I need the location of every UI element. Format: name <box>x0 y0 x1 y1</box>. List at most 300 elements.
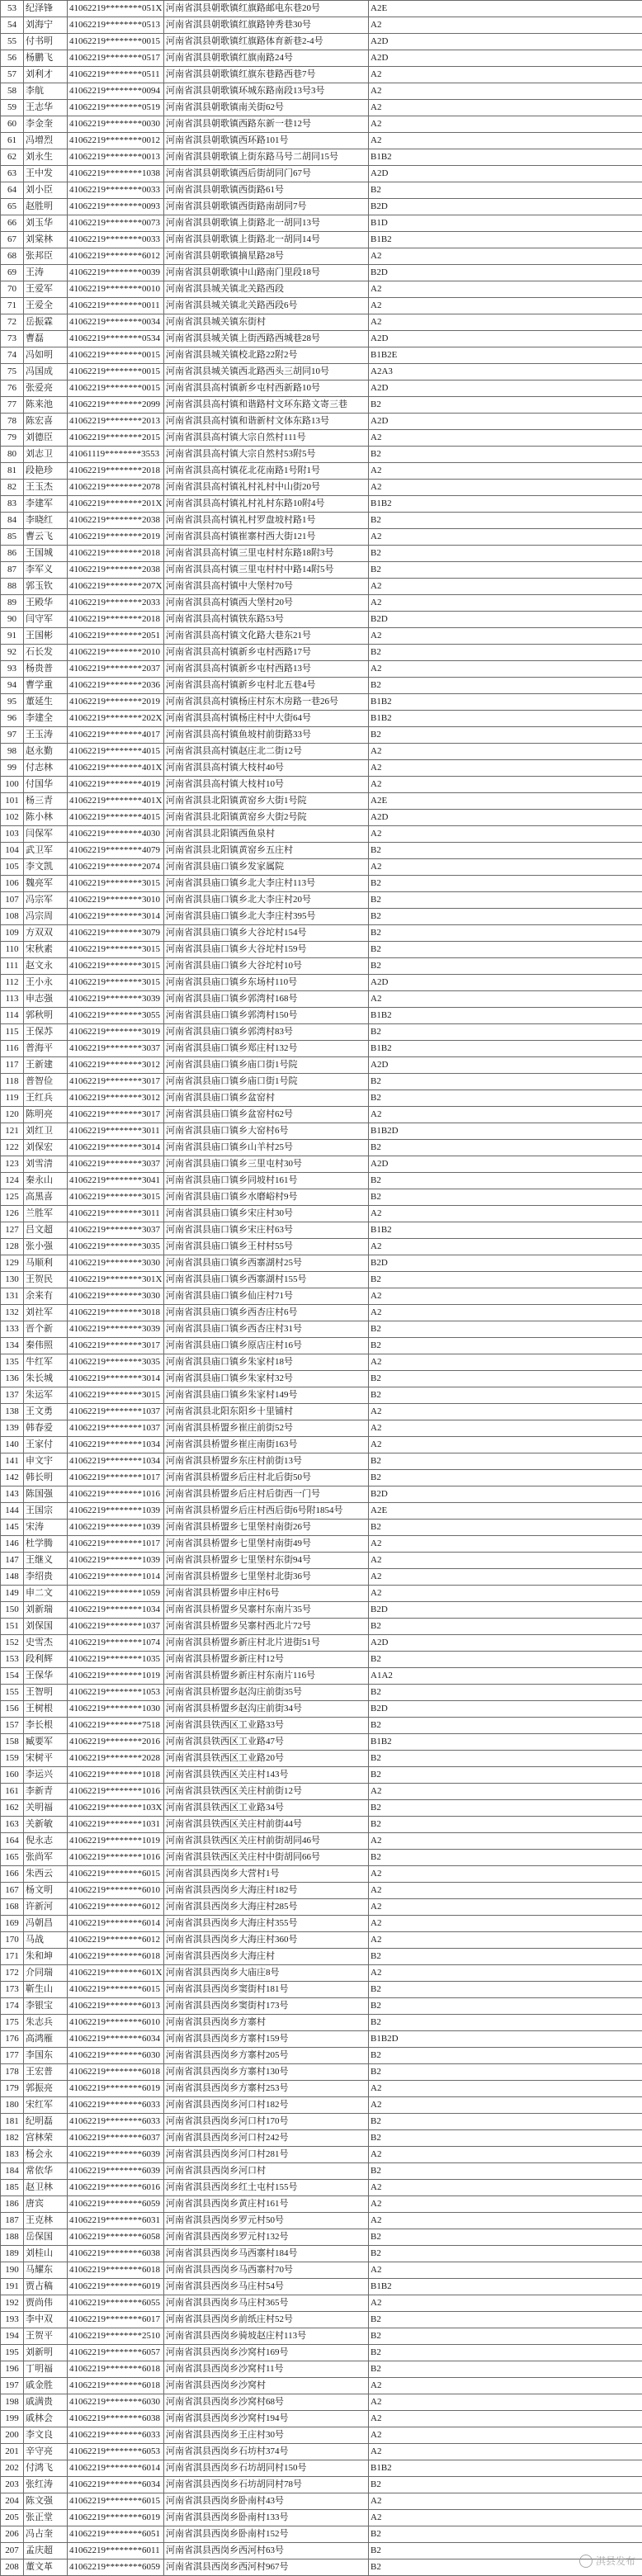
person-name: 郭玉钦 <box>24 579 68 595</box>
table-row <box>1 1487 642 1503</box>
row-number: 118 <box>1 1074 24 1090</box>
id-number: 41062219********3018 <box>68 1305 164 1321</box>
id-number: 41062219********0033 <box>68 182 164 199</box>
table-row <box>1 2213 642 2229</box>
row-number: 110 <box>1 942 24 958</box>
table-row <box>1 2295 642 2312</box>
table-row <box>1 678 642 694</box>
id-number: 41062219********0039 <box>68 265 164 281</box>
license-class: A2 <box>369 529 642 546</box>
address: 河南省淇县西岗乡沙窝村194号 <box>164 2411 369 2427</box>
id-number: 41062219********3015 <box>68 942 164 958</box>
table-row <box>1 1850 642 1866</box>
id-number: 41062219********1034 <box>68 1453 164 1470</box>
person-name: 晋个新 <box>24 1321 68 1338</box>
license-class: A2 <box>369 2081 642 2097</box>
table-row <box>1 1404 642 1420</box>
license-class: A2 <box>369 100 642 116</box>
row-number: 144 <box>1 1503 24 1520</box>
id-number: 41062219********6039 <box>68 2147 164 2163</box>
id-number: 41062219********1035 <box>68 1652 164 1668</box>
row-number: 103 <box>1 826 24 843</box>
id-number: 41062219********4015 <box>68 744 164 760</box>
row-number: 63 <box>1 166 24 182</box>
license-class: B2 <box>369 447 642 463</box>
row-number: 171 <box>1 1949 24 1965</box>
row-number: 97 <box>1 727 24 744</box>
row-number: 197 <box>1 2378 24 2394</box>
address: 河南省淇县西岗乡河口村 <box>164 2163 369 2180</box>
table-row <box>1 1387 642 1404</box>
address: 河南省淇县西岗乡方寨村253号 <box>164 2081 369 2097</box>
id-number: 41062219********6019 <box>68 2510 164 2526</box>
id-number: 41062219********6034 <box>68 2477 164 2493</box>
person-name: 闫守军 <box>24 612 68 628</box>
id-number: 41062219********6039 <box>68 2163 164 2180</box>
id-number: 41062219********3015 <box>68 1189 164 1206</box>
table-row <box>1 1602 642 1619</box>
license-class: B1B2 <box>369 149 642 166</box>
id-number: 41062219********3015 <box>68 876 164 892</box>
address: 河南省淇县桥盟乡后庄村后街西一门号 <box>164 1487 369 1503</box>
table-row <box>1 1288 642 1305</box>
address: 河南省淇县朝歌镇红旗路体育新巷2-4号 <box>164 34 369 50</box>
table-row <box>1 2543 642 2559</box>
address: 河南省淇县高村镇鱼坡村前街路33号 <box>164 727 369 744</box>
license-class: B1B2E <box>369 347 642 364</box>
row-number: 60 <box>1 116 24 133</box>
person-name: 魏亮军 <box>24 876 68 892</box>
person-name: 冯占奎 <box>24 2526 68 2543</box>
license-class: B1B2 <box>369 694 642 711</box>
license-class: A2 <box>369 2213 642 2229</box>
person-name: 宫林荣 <box>24 2130 68 2147</box>
row-number: 163 <box>1 1817 24 1833</box>
table-row <box>1 2130 642 2147</box>
person-name: 纪泽锋 <box>24 1 68 17</box>
license-class: A2 <box>369 2097 642 2114</box>
id-number: 41062219********2037 <box>68 661 164 678</box>
license-class: B2 <box>369 1817 642 1833</box>
person-name: 宋树平 <box>24 1751 68 1767</box>
id-number: 41062219********2033 <box>68 595 164 612</box>
person-name: 王贺平 <box>24 2328 68 2345</box>
person-name: 申文宇 <box>24 1453 68 1470</box>
license-class: B2 <box>369 1751 642 1767</box>
address: 河南省淇县西岗乡骑坡赵庄村113号 <box>164 2328 369 2345</box>
person-name: 王继义 <box>24 1553 68 1569</box>
row-number: 123 <box>1 1156 24 1173</box>
row-number: 108 <box>1 909 24 925</box>
address: 河南省淇县庙口镇乡山羊村25号 <box>164 1140 369 1156</box>
license-class: B2 <box>369 678 642 694</box>
license-class: B2 <box>369 1652 642 1668</box>
row-number: 121 <box>1 1123 24 1140</box>
row-number: 140 <box>1 1437 24 1453</box>
person-name: 刘桂山 <box>24 2246 68 2262</box>
id-number: 41062219********0011 <box>68 298 164 314</box>
person-name: 冯国成 <box>24 364 68 380</box>
address: 河南省淇县桥盟乡七里堡村北街36号 <box>164 1569 369 1586</box>
license-class: B2 <box>369 2130 642 2147</box>
person-name: 张正堂 <box>24 2510 68 2526</box>
license-class: B2 <box>369 1800 642 1817</box>
table-row <box>1 694 642 711</box>
address: 河南省淇县高村镇西大堡村20号 <box>164 595 369 612</box>
license-class: B2 <box>369 2246 642 2262</box>
license-class: A2 <box>369 2444 642 2460</box>
license-class: A2 <box>369 133 642 149</box>
person-name: 刘雪清 <box>24 1156 68 1173</box>
table-row <box>1 1982 642 1998</box>
license-class: B2 <box>369 645 642 661</box>
address: 河南省淇县朝歌镇上街东路马号二胡同15号 <box>164 149 369 166</box>
person-name: 秦伟照 <box>24 1338 68 1354</box>
address: 河南省淇县高村镇中大堡村70号 <box>164 579 369 595</box>
row-number: 189 <box>1 2246 24 2262</box>
id-number: 41062219********1031 <box>68 1817 164 1833</box>
id-number: 41062219********3037 <box>68 1156 164 1173</box>
id-number: 41062219********3055 <box>68 1008 164 1024</box>
person-name: 李绍贵 <box>24 1569 68 1586</box>
row-number: 193 <box>1 2312 24 2328</box>
table-row <box>1 2114 642 2130</box>
address: 河南省淇县西岗乡方寨村 <box>164 2015 369 2031</box>
person-name: 马战 <box>24 1932 68 1949</box>
row-number: 177 <box>1 2048 24 2064</box>
table-row <box>1 711 642 727</box>
table-row <box>1 199 642 215</box>
table-row <box>1 975 642 991</box>
id-number: 41062219********1037 <box>68 1404 164 1420</box>
license-class: A2A3 <box>369 364 642 380</box>
id-number: 41062219********1039 <box>68 1520 164 1536</box>
license-class: B1B2 <box>369 1734 642 1751</box>
license-class: A2 <box>369 248 642 265</box>
license-class: B2 <box>369 1387 642 1404</box>
address: 河南省淇县高村镇新乡屯村西路13号 <box>164 661 369 678</box>
row-number: 124 <box>1 1173 24 1189</box>
row-number: 92 <box>1 645 24 661</box>
table-row <box>1 579 642 595</box>
row-number: 112 <box>1 975 24 991</box>
id-number: 41062219********6017 <box>68 2312 164 2328</box>
table-row <box>1 2510 642 2526</box>
row-number: 81 <box>1 463 24 480</box>
id-number: 41062219********601X <box>68 1965 164 1982</box>
license-class: A2 <box>369 1305 642 1321</box>
row-number: 187 <box>1 2213 24 2229</box>
table-row <box>1 1173 642 1189</box>
person-name: 刘保国 <box>24 1619 68 1635</box>
address: 河南省淇县高村镇三里屯村村中路14附5号 <box>164 562 369 579</box>
person-name: 纪明磊 <box>24 2114 68 2130</box>
table-row <box>1 826 642 843</box>
person-name: 马耀东 <box>24 2262 68 2279</box>
id-number: 41062219********2013 <box>68 414 164 430</box>
table-row <box>1 2345 642 2361</box>
id-number: 41062219********3012 <box>68 1057 164 1074</box>
address: 河南省淇县朝歌镇上街路北一胡同13号 <box>164 215 369 232</box>
table-row <box>1 1272 642 1288</box>
table-row <box>1 2394 642 2411</box>
license-class: A2 <box>369 1899 642 1916</box>
id-number: 41062219********3030 <box>68 1288 164 1305</box>
id-number: 41062219********3014 <box>68 1140 164 1156</box>
license-class: B2D <box>369 199 642 215</box>
id-number: 41062219********3030 <box>68 1255 164 1272</box>
license-class: B2D <box>369 1255 642 1272</box>
person-name: 董延生 <box>24 694 68 711</box>
person-name: 牛红军 <box>24 1354 68 1371</box>
row-number: 89 <box>1 595 24 612</box>
person-name: 申志强 <box>24 991 68 1008</box>
table-row <box>1 1222 642 1239</box>
id-number: 41062219********0015 <box>68 380 164 397</box>
address: 河南省淇县铁西区关庄村143号 <box>164 1767 369 1784</box>
address: 河南省淇县庙口镇乡原店庄村16号 <box>164 1338 369 1354</box>
address: 河南省淇县西岗乡西河村967号 <box>164 2559 369 2576</box>
license-class: A2 <box>369 1206 642 1222</box>
row-number: 94 <box>1 678 24 694</box>
id-number: 41062219********2038 <box>68 562 164 579</box>
id-number: 41061119********3553 <box>68 447 164 463</box>
license-class: B2 <box>369 892 642 909</box>
id-number: 41062219********0534 <box>68 331 164 347</box>
person-name: 刘红卫 <box>24 1123 68 1140</box>
row-number: 72 <box>1 314 24 331</box>
address: 河南省淇县城关镇东街村 <box>164 314 369 331</box>
person-name: 付志林 <box>24 760 68 777</box>
license-class: A2 <box>369 2378 642 2394</box>
table-row <box>1 414 642 430</box>
table-row <box>1 2064 642 2081</box>
address: 河南省淇县庙口镇乡西杏庄村6号 <box>164 1305 369 1321</box>
row-number: 56 <box>1 50 24 67</box>
person-name: 付书明 <box>24 34 68 50</box>
row-number: 160 <box>1 1767 24 1784</box>
id-number: 41062219********3010 <box>68 892 164 909</box>
row-number: 139 <box>1 1420 24 1437</box>
address: 河南省淇县高村镇礼村礼村东路10附4号 <box>164 496 369 513</box>
license-class: B2 <box>369 513 642 529</box>
person-name: 朱志兵 <box>24 2015 68 2031</box>
person-name: 刘志卫 <box>24 447 68 463</box>
address: 河南省淇县庙口镇乡宋庄村63号 <box>164 1222 369 1239</box>
row-number: 122 <box>1 1140 24 1156</box>
row-number: 66 <box>1 215 24 232</box>
id-number: 41062219********0517 <box>68 50 164 67</box>
person-name: 臧要军 <box>24 1734 68 1751</box>
table-row <box>1 612 642 628</box>
table-row <box>1 1470 642 1487</box>
id-number: 41062219********3017 <box>68 1074 164 1090</box>
address: 河南省淇县庙口镇乡庙口街1号院 <box>164 1074 369 1090</box>
license-class: A2 <box>369 2427 642 2444</box>
person-name: 闫保军 <box>24 826 68 843</box>
id-number: 41062219********6055 <box>68 2295 164 2312</box>
license-class: A2 <box>369 1784 642 1800</box>
license-class: B1B2D <box>369 2031 642 2048</box>
id-number: 41062219********0093 <box>68 199 164 215</box>
address: 河南省淇县西岗乡马西寨村184号 <box>164 2246 369 2262</box>
row-number: 88 <box>1 579 24 595</box>
license-class: A2E <box>369 1503 642 1520</box>
id-number: 41062219********1053 <box>68 1685 164 1701</box>
address: 河南省淇县庙口镇乡庙口街1号院 <box>164 1057 369 1074</box>
address: 河南省淇县庙口镇乡郭湾村150号 <box>164 1008 369 1024</box>
table-row <box>1 2279 642 2295</box>
table-row <box>1 1965 642 1982</box>
person-name: 王中发 <box>24 166 68 182</box>
license-class: A2D <box>369 1635 642 1652</box>
id-number: 41062219********6011 <box>68 2543 164 2559</box>
id-number: 41062219********6038 <box>68 2411 164 2427</box>
license-class: B2 <box>369 1173 642 1189</box>
id-number: 41062219********6059 <box>68 2559 164 2576</box>
person-name: 曹磊 <box>24 331 68 347</box>
address: 河南省淇县铁西区工业路47号 <box>164 1734 369 1751</box>
id-number: 41062219********7518 <box>68 1718 164 1734</box>
table-row <box>1 958 642 975</box>
id-number: 41062219********0034 <box>68 314 164 331</box>
address: 河南省淇县桥盟乡七里堡村东街94号 <box>164 1553 369 1569</box>
address: 河南省淇县庙口镇乡同坡村161号 <box>164 1173 369 1189</box>
id-number: 41062219********1030 <box>68 1701 164 1718</box>
address: 河南省淇县高村镇礼村罗盘坡村路1号 <box>164 513 369 529</box>
table-row <box>1 1553 642 1569</box>
address: 河南省淇县庙口镇乡郭湾村168号 <box>164 991 369 1008</box>
address: 河南省淇县铁西区关庄村中街胡同66号 <box>164 1850 369 1866</box>
table-row <box>1 1734 642 1751</box>
person-name: 杨文明 <box>24 1883 68 1899</box>
address: 河南省淇县庙口镇乡王村村55号 <box>164 1239 369 1255</box>
row-number: 184 <box>1 2163 24 2180</box>
person-name: 王智明 <box>24 1685 68 1701</box>
row-number: 164 <box>1 1833 24 1850</box>
row-number: 120 <box>1 1107 24 1123</box>
row-number: 91 <box>1 628 24 645</box>
address: 河南省淇县朝歌镇中山路南门里段18号 <box>164 265 369 281</box>
license-class: A2 <box>369 1437 642 1453</box>
person-name: 朱和坤 <box>24 1949 68 1965</box>
person-name: 付国华 <box>24 777 68 793</box>
address: 河南省淇县高村镇杨庄村东木房路一巷26号 <box>164 694 369 711</box>
row-number: 73 <box>1 331 24 347</box>
row-number: 176 <box>1 2031 24 2048</box>
id-number: 41062219********2051 <box>68 628 164 645</box>
address: 河南省淇县朝歌镇红旗路钟秀巷30号 <box>164 17 369 34</box>
person-name: 秦永山 <box>24 1173 68 1189</box>
row-number: 102 <box>1 810 24 826</box>
person-name: 关新敏 <box>24 1817 68 1833</box>
address: 河南省淇县庙口镇乡大谷坨村154号 <box>164 925 369 942</box>
row-number: 156 <box>1 1701 24 1718</box>
license-class: B2 <box>369 958 642 975</box>
row-number: 157 <box>1 1718 24 1734</box>
row-number: 100 <box>1 777 24 793</box>
roster-body <box>1 1 642 2576</box>
address: 河南省淇县西岗乡卧南村152号 <box>164 2526 369 2543</box>
address: 河南省淇县桥盟乡吴寨村东南片35号 <box>164 1602 369 1619</box>
address: 河南省淇县桥盟乡赵沟庄前街35号 <box>164 1685 369 1701</box>
id-number: 41062219********6014 <box>68 1916 164 1932</box>
person-name: 刘棠林 <box>24 232 68 248</box>
table-row <box>1 1718 642 1734</box>
row-number: 142 <box>1 1470 24 1487</box>
person-name: 介同瑞 <box>24 1965 68 1982</box>
license-class: B2 <box>369 546 642 562</box>
person-name: 郭秋明 <box>24 1008 68 1024</box>
table-row <box>1 182 642 199</box>
license-class: A2 <box>369 2262 642 2279</box>
id-number: 41062219********2036 <box>68 678 164 694</box>
row-number: 79 <box>1 430 24 447</box>
id-number: 41062219********1034 <box>68 1602 164 1619</box>
person-name: 宋秋素 <box>24 942 68 958</box>
table-row <box>1 1420 642 1437</box>
table-row <box>1 760 642 777</box>
row-number: 135 <box>1 1354 24 1371</box>
table-row <box>1 2477 642 2493</box>
table-row <box>1 1354 642 1371</box>
address: 河南省淇县城关镇北关路西段 <box>164 281 369 298</box>
table-row <box>1 1189 642 1206</box>
id-number: 41062219********0012 <box>68 133 164 149</box>
address: 河南省淇县西岗乡大海庄村285号 <box>164 1899 369 1916</box>
license-class: A2 <box>369 2394 642 2411</box>
address: 河南省淇县庙口镇乡大谷坨村159号 <box>164 942 369 958</box>
row-number: 133 <box>1 1321 24 1338</box>
person-name: 陈小林 <box>24 810 68 826</box>
person-name: 刘利才 <box>24 67 68 83</box>
row-number: 78 <box>1 414 24 430</box>
id-number: 41062219********2018 <box>68 546 164 562</box>
address: 河南省淇县铁西区关庄村前街44号 <box>164 1817 369 1833</box>
id-number: 41062219********1014 <box>68 1569 164 1586</box>
license-class: A2 <box>369 2411 642 2427</box>
id-number: 41062219********2018 <box>68 612 164 628</box>
row-number: 168 <box>1 1899 24 1916</box>
row-number: 86 <box>1 546 24 562</box>
address: 河南省淇县北阳东阳乡十里铺村 <box>164 1404 369 1420</box>
person-name: 唐宾 <box>24 2196 68 2213</box>
person-name: 王文勇 <box>24 1404 68 1420</box>
address: 河南省淇县庙口镇乡东场村110号 <box>164 975 369 991</box>
table-row <box>1 1 642 17</box>
address: 河南省淇县庙口镇乡大谷坨村10号 <box>164 958 369 975</box>
id-number: 41062219********1039 <box>68 1503 164 1520</box>
license-class: A2 <box>369 2196 642 2213</box>
person-name: 朱西云 <box>24 1866 68 1883</box>
person-name: 冯宗军 <box>24 892 68 909</box>
table-row <box>1 50 642 67</box>
id-number: 41062219********4019 <box>68 777 164 793</box>
row-number: 55 <box>1 34 24 50</box>
address: 河南省淇县桥盟乡后庄村北后街50号 <box>164 1470 369 1487</box>
license-class: B2 <box>369 1470 642 1487</box>
person-name: 张爱亮 <box>24 380 68 397</box>
row-number: 65 <box>1 199 24 215</box>
table-row <box>1 1338 642 1354</box>
id-number: 41062219********1034 <box>68 1437 164 1453</box>
id-number: 41062219********1017 <box>68 1470 164 1487</box>
row-number: 70 <box>1 281 24 298</box>
address: 河南省淇县高村镇铁东路53号 <box>164 612 369 628</box>
row-number: 90 <box>1 612 24 628</box>
address: 河南省淇县西岗乡方寨村159号 <box>164 2031 369 2048</box>
person-name: 刘德臣 <box>24 430 68 447</box>
